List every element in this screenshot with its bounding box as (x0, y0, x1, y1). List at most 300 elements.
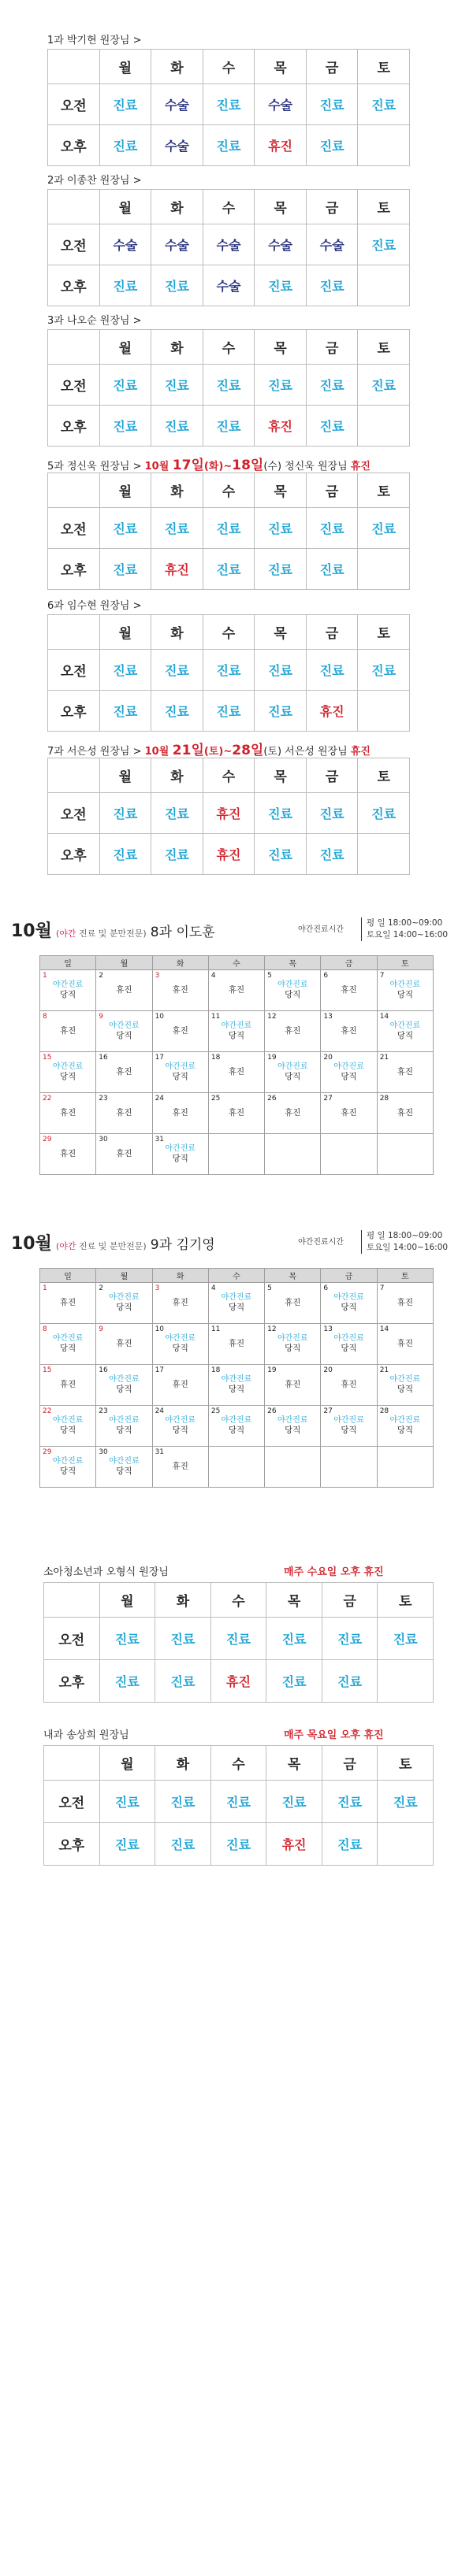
schedule-cell: 진료 (358, 224, 410, 265)
closed-label: 휴진 (59, 1149, 76, 1158)
schedule-cell: 진료 (255, 834, 307, 875)
calendar-day (321, 1283, 377, 1324)
on-duty-label: 당직 (397, 1425, 413, 1435)
calendar-day (265, 1283, 321, 1324)
calendar-day (40, 1283, 96, 1324)
calendar-day (321, 1406, 377, 1447)
schedule-cell: 진료 (322, 1660, 378, 1703)
schedule-cell: 진료 (255, 265, 307, 306)
day-number: 15 (43, 1054, 52, 1062)
day-number: 1 (43, 972, 47, 980)
calendar-day (40, 1447, 96, 1488)
night-clinic-label: 야간진료 (109, 1375, 140, 1384)
schedule-cell: 진료 (99, 1618, 155, 1660)
day-number: 13 (323, 1325, 333, 1333)
day-header: 화 (151, 758, 203, 793)
calendar-day (96, 1011, 152, 1052)
night-clinic-label: 야간진료 (277, 1334, 308, 1343)
schedule-table (47, 614, 410, 732)
calendar-day (40, 1134, 96, 1175)
night-clinic-label: 야간진료 (109, 1293, 140, 1302)
closed-label: 휴진 (116, 1149, 132, 1158)
schedule-cell: 진료 (306, 125, 358, 166)
weekday-header: 금 (321, 956, 377, 970)
night-hours: 평 일 18:00~09:00 토요일 14:00~16:00 (361, 917, 448, 941)
night-clinic-label: 야간진료 (389, 1375, 421, 1384)
weekday-header: 일 (40, 956, 96, 970)
schedule-cell: 수술 (151, 125, 203, 166)
day-number: 10 (155, 1325, 165, 1333)
schedule-cell: 진료 (99, 549, 151, 590)
closed-label: 휴진 (172, 1108, 188, 1118)
schedule-cell: 진료 (99, 265, 151, 306)
period-label: 오전 (48, 224, 100, 265)
schedule-cell: 진료 (306, 793, 358, 834)
on-duty-label: 당직 (228, 1384, 245, 1394)
calendar-day (96, 1324, 152, 1365)
day-header: 수 (203, 758, 255, 793)
schedule-cell: 진료 (358, 508, 410, 549)
day-number: 18 (210, 1054, 221, 1062)
night-clinic-label: 야간진료 (109, 1021, 140, 1030)
day-number: 24 (155, 1095, 165, 1103)
schedule-cell: 진료 (151, 406, 203, 447)
schedule-cell: 진료 (151, 508, 203, 549)
schedule-cell: 휴진 (203, 834, 255, 875)
schedule-cell (378, 1660, 434, 1703)
day-number: 5 (267, 1284, 272, 1292)
on-duty-label: 당직 (228, 1425, 245, 1435)
schedule-cell: 수술 (203, 224, 255, 265)
on-duty-label: 당직 (228, 1031, 245, 1040)
corner-cell (48, 50, 100, 84)
closed-label: 휴진 (341, 1108, 357, 1118)
day-number: 11 (210, 1325, 221, 1333)
calendar-title: 10월 (야간 진료 및 분만전문) 8과 이도훈 (11, 921, 215, 941)
schedule-cell: 진료 (322, 1618, 378, 1660)
calendar-day (265, 1093, 321, 1134)
period-label: 오전 (48, 365, 100, 406)
calendar-day (152, 1324, 208, 1365)
night-clinic-label: 야간진료 (277, 1416, 308, 1425)
day-header: 화 (151, 50, 203, 84)
calendar-day (152, 1093, 208, 1134)
on-duty-label: 당직 (116, 1303, 132, 1312)
schedule-cell: 진료 (210, 1781, 266, 1823)
schedule-cell: 진료 (266, 1618, 322, 1660)
schedule-cell: 진료 (203, 365, 255, 406)
schedule-cell (358, 549, 410, 590)
closed-label: 휴진 (172, 1026, 188, 1036)
on-duty-label: 당직 (341, 1425, 357, 1435)
calendar-day (321, 1093, 377, 1134)
calendar-table (39, 1268, 434, 1488)
day-number: 2 (99, 972, 104, 980)
weekday-header: 수 (208, 956, 264, 970)
corner-cell (48, 473, 100, 508)
night-clinic-label: 야간진료 (277, 1062, 308, 1071)
weekday-header: 토 (377, 1269, 433, 1283)
on-duty-label: 당직 (285, 1344, 301, 1353)
day-header: 목 (255, 615, 307, 650)
day-header: 금 (306, 758, 358, 793)
weekday-header: 토 (377, 956, 433, 970)
corner-cell (44, 1583, 100, 1618)
closed-label: 휴진 (397, 1339, 413, 1348)
day-header: 수 (210, 1746, 266, 1781)
corner-cell (48, 330, 100, 365)
night-clinic-label: 야간진료 (165, 1334, 196, 1343)
closed-label: 휴진 (285, 1380, 301, 1389)
day-number: 5 (267, 972, 272, 980)
doctor-header: 5과 정신욱 원장님 > 10월 17일(화)~18일(수) 정신욱 원장님 휴진 (47, 458, 371, 473)
on-duty-label: 당직 (59, 1344, 76, 1353)
calendar-day (96, 1093, 152, 1134)
period-label: 오전 (44, 1618, 100, 1660)
closed-label: 휴진 (172, 1380, 188, 1389)
calendar-day (265, 1134, 321, 1175)
calendar-day (377, 1052, 433, 1093)
day-header: 토 (358, 50, 410, 84)
schedule-cell: 진료 (99, 834, 151, 875)
day-header: 월 (99, 473, 151, 508)
schedule-cell (358, 125, 410, 166)
period-label: 오후 (48, 406, 100, 447)
on-duty-label: 당직 (116, 1384, 132, 1394)
schedule-cell: 진료 (266, 1660, 322, 1703)
day-header: 금 (306, 330, 358, 365)
day-number: 29 (43, 1136, 52, 1143)
night-clinic-label: 야간진료 (221, 1021, 252, 1030)
day-number: 1 (43, 1284, 47, 1292)
schedule-cell: 진료 (203, 125, 255, 166)
calendar-day (265, 1324, 321, 1365)
calendar-day (40, 1365, 96, 1406)
night-clinic-label: 야간진료 (333, 1334, 364, 1343)
schedule-cell: 진료 (306, 406, 358, 447)
day-header: 토 (378, 1583, 434, 1618)
night-clinic-label: 야간진료 (221, 1293, 252, 1302)
calendar-title: 10월 (야간 진료 및 분만전문) 9과 김기영 (11, 1234, 215, 1254)
doctor-header: 7과 서은성 원장님 > 10월 21일(토)~28일(토) 서은성 원장님 휴진 (47, 743, 371, 758)
calendar-day (40, 1052, 96, 1093)
night-clinic-label: 야간진료 (389, 1021, 421, 1030)
on-duty-label: 당직 (59, 1466, 76, 1476)
period-label: 오전 (48, 793, 100, 834)
calendar-day (377, 1365, 433, 1406)
schedule-table (47, 329, 410, 447)
schedule-cell: 진료 (203, 691, 255, 732)
day-number: 28 (379, 1407, 389, 1415)
schedule-cell: 휴진 (266, 1823, 322, 1866)
day-number: 29 (43, 1448, 52, 1456)
schedule-cell: 진료 (255, 508, 307, 549)
day-header: 화 (155, 1583, 211, 1618)
schedule-cell: 진료 (203, 650, 255, 691)
day-header: 금 (322, 1746, 378, 1781)
day-header: 화 (151, 190, 203, 224)
night-clinic-label: 야간진료 (52, 980, 84, 989)
day-header: 수 (203, 473, 255, 508)
day-number: 6 (323, 1284, 329, 1292)
day-header: 월 (99, 1746, 155, 1781)
day-header: 화 (151, 473, 203, 508)
day-number: 14 (379, 1013, 389, 1021)
closed-label: 휴진 (397, 1108, 413, 1118)
schedule-cell: 진료 (99, 508, 151, 549)
day-number: 20 (323, 1366, 333, 1374)
schedule-cell: 휴진 (203, 793, 255, 834)
closed-label: 휴진 (397, 1298, 413, 1307)
schedule-cell: 진료 (155, 1618, 211, 1660)
on-duty-label: 당직 (172, 1072, 188, 1081)
day-header: 토 (358, 330, 410, 365)
closed-label: 휴진 (116, 1067, 132, 1077)
on-duty-label: 당직 (341, 1303, 357, 1312)
closed-label: 휴진 (116, 1108, 132, 1118)
closed-label: 휴진 (228, 1067, 245, 1077)
schedule-cell: 진료 (322, 1781, 378, 1823)
calendar-day (377, 1324, 433, 1365)
doctor-header: 소아청소년과 오형식 원장님 (43, 1566, 169, 1578)
day-number: 31 (155, 1136, 165, 1143)
calendar-day (96, 1365, 152, 1406)
schedule-cell: 진료 (99, 650, 151, 691)
night-clinic-label: 야간진료 (165, 1144, 196, 1153)
schedule-cell: 휴진 (255, 125, 307, 166)
schedule-cell: 진료 (255, 549, 307, 590)
calendar-day (96, 970, 152, 1011)
day-number: 8 (43, 1013, 47, 1021)
night-clinic-label: 야간진료 (389, 1416, 421, 1425)
day-number: 25 (210, 1095, 221, 1103)
calendar-day (152, 1283, 208, 1324)
calendar-day (321, 1052, 377, 1093)
closed-label: 휴진 (116, 1339, 132, 1348)
night-clinic-label: 야간진료 (221, 1416, 252, 1425)
day-header: 토 (358, 758, 410, 793)
schedule-cell: 진료 (99, 793, 151, 834)
schedule-cell: 수술 (99, 224, 151, 265)
night-clinic-label: 야간진료 (52, 1334, 84, 1343)
weekday-header: 월 (96, 956, 152, 970)
schedule-cell: 진료 (151, 834, 203, 875)
schedule-cell: 휴진 (255, 406, 307, 447)
schedule-cell: 휴진 (210, 1660, 266, 1703)
day-number: 27 (323, 1407, 333, 1415)
day-header: 토 (358, 190, 410, 224)
calendar-day (377, 970, 433, 1011)
schedule-cell (358, 265, 410, 306)
schedule-cell: 진료 (151, 793, 203, 834)
weekday-header: 목 (265, 956, 321, 970)
weekday-header: 화 (152, 956, 208, 970)
on-duty-label: 당직 (59, 1425, 76, 1435)
calendar-day (96, 1406, 152, 1447)
schedule-cell: 진료 (306, 834, 358, 875)
schedule-cell: 진료 (99, 691, 151, 732)
day-number: 20 (323, 1054, 333, 1062)
on-duty-label: 당직 (341, 1344, 357, 1353)
closed-label: 휴진 (397, 1067, 413, 1077)
calendar-day (265, 1406, 321, 1447)
day-number: 16 (99, 1054, 108, 1062)
schedule-cell: 진료 (151, 365, 203, 406)
day-number: 11 (210, 1013, 221, 1021)
schedule-cell: 진료 (210, 1618, 266, 1660)
calendar-day (208, 1283, 264, 1324)
calendar-day (321, 1324, 377, 1365)
schedule-cell: 수술 (151, 84, 203, 125)
schedule-cell: 진료 (358, 650, 410, 691)
calendar-day (265, 970, 321, 1011)
day-header: 화 (151, 615, 203, 650)
closed-label: 휴진 (59, 1026, 76, 1036)
period-label: 오전 (44, 1781, 100, 1823)
day-header: 수 (203, 330, 255, 365)
schedule-cell: 휴진 (306, 691, 358, 732)
day-header: 목 (255, 190, 307, 224)
period-label: 오후 (48, 691, 100, 732)
night-clinic-label: 야간진료 (52, 1457, 84, 1466)
night-hours: 평 일 18:00~09:00 토요일 14:00~16:00 (361, 1230, 448, 1254)
day-header: 월 (99, 190, 151, 224)
schedule-cell: 진료 (378, 1781, 434, 1823)
closure-note: 매주 수요일 오후 휴진 (284, 1566, 384, 1578)
schedule-cell (358, 834, 410, 875)
period-label: 오후 (44, 1823, 100, 1866)
calendar-day (40, 1093, 96, 1134)
schedule-cell: 수술 (255, 224, 307, 265)
day-header: 화 (155, 1746, 211, 1781)
weekday-header: 수 (208, 1269, 264, 1283)
doctor-header: 2과 이종찬 원장님 > (47, 175, 142, 187)
on-duty-label: 당직 (172, 1154, 188, 1163)
calendar-day (208, 1447, 264, 1488)
schedule-cell: 진료 (266, 1781, 322, 1823)
day-number: 15 (43, 1366, 52, 1374)
night-clinic-label: 야간진료 (52, 1416, 84, 1425)
day-header: 월 (99, 330, 151, 365)
schedule-cell: 진료 (99, 406, 151, 447)
calendar-day (152, 1406, 208, 1447)
day-number: 16 (99, 1366, 108, 1374)
closed-label: 휴진 (59, 1108, 76, 1118)
schedule-cell: 진료 (306, 265, 358, 306)
calendar-day (40, 1011, 96, 1052)
day-number: 14 (379, 1325, 389, 1333)
calendar-day (321, 1365, 377, 1406)
on-duty-label: 당직 (397, 1384, 413, 1394)
day-number: 25 (210, 1407, 221, 1415)
schedule-cell: 진료 (306, 650, 358, 691)
schedule-cell (358, 691, 410, 732)
calendar-day (208, 1406, 264, 1447)
corner-cell (48, 758, 100, 793)
doctor-header: 1과 박기현 원장님 > (47, 35, 142, 46)
schedule-cell (358, 406, 410, 447)
day-header: 토 (358, 473, 410, 508)
schedule-cell: 진료 (255, 650, 307, 691)
calendar-day (377, 1011, 433, 1052)
night-clinic-label: 야간진료 (165, 1062, 196, 1071)
schedule-cell: 진료 (203, 549, 255, 590)
closed-label: 휴진 (228, 1339, 245, 1348)
day-header: 월 (99, 615, 151, 650)
day-header: 월 (99, 1583, 155, 1618)
period-label: 오전 (48, 508, 100, 549)
day-number: 4 (210, 972, 216, 980)
weekday-header: 월 (96, 1269, 152, 1283)
schedule-cell: 진료 (155, 1660, 211, 1703)
schedule-table (47, 758, 410, 875)
schedule-cell: 진료 (99, 84, 151, 125)
closed-label: 휴진 (116, 985, 132, 995)
schedule-cell: 진료 (358, 84, 410, 125)
schedule-cell: 진료 (203, 406, 255, 447)
day-number: 18 (210, 1366, 221, 1374)
period-label: 오후 (48, 125, 100, 166)
period-label: 오후 (48, 834, 100, 875)
day-number: 22 (43, 1407, 52, 1415)
day-number: 6 (323, 972, 329, 980)
closed-label: 휴진 (59, 1380, 76, 1389)
schedule-cell: 진료 (99, 1660, 155, 1703)
schedule-cell: 수술 (255, 84, 307, 125)
schedule-table (47, 473, 410, 590)
calendar-day (96, 1134, 152, 1175)
day-number: 12 (267, 1325, 277, 1333)
day-header: 금 (306, 473, 358, 508)
calendar-day (208, 1011, 264, 1052)
day-number: 23 (99, 1407, 108, 1415)
calendar-day (321, 1134, 377, 1175)
day-number: 2 (99, 1284, 104, 1292)
schedule-cell (378, 1823, 434, 1866)
period-label: 오후 (44, 1660, 100, 1703)
period-label: 오전 (48, 84, 100, 125)
schedule-cell: 진료 (155, 1781, 211, 1823)
schedule-table (47, 49, 410, 166)
calendar-day (377, 1283, 433, 1324)
weekday-header: 금 (321, 1269, 377, 1283)
night-clinic-label: 야간진료 (389, 980, 421, 989)
calendar-day (152, 1365, 208, 1406)
day-number: 8 (43, 1325, 47, 1333)
on-duty-label: 당직 (341, 1072, 357, 1081)
night-hours-label: 야간진료시간 (298, 1238, 344, 1247)
period-label: 오후 (48, 549, 100, 590)
day-number: 3 (155, 972, 160, 980)
day-header: 금 (306, 615, 358, 650)
closed-label: 휴진 (285, 1108, 301, 1118)
calendar-day (208, 1324, 264, 1365)
day-number: 26 (267, 1407, 277, 1415)
calendar-day (377, 1134, 433, 1175)
day-number: 21 (379, 1054, 389, 1062)
calendar-day (208, 970, 264, 1011)
doctor-header: 3과 나오순 원장님 > (47, 315, 142, 327)
calendar-day (96, 1447, 152, 1488)
day-header: 수 (210, 1583, 266, 1618)
day-header: 토 (358, 615, 410, 650)
on-duty-label: 당직 (397, 1031, 413, 1040)
on-duty-label: 당직 (59, 1072, 76, 1081)
schedule-cell: 진료 (306, 549, 358, 590)
calendar-table (39, 955, 434, 1175)
day-number: 9 (99, 1325, 104, 1333)
closed-label: 휴진 (228, 985, 245, 995)
